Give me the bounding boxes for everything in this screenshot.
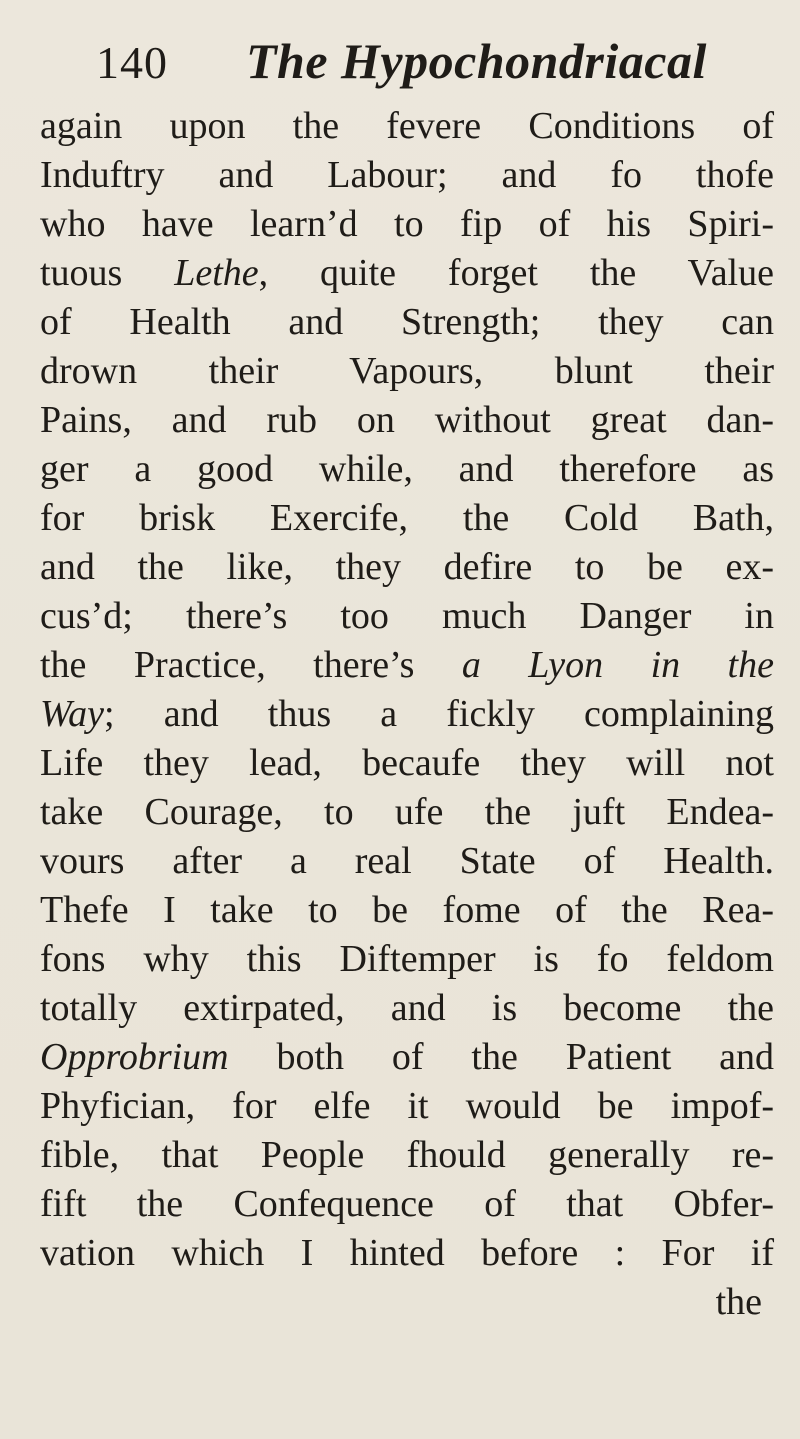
text-run: ger a good while, and therefore as [40,448,774,490]
text-run: who have learn’d to fip of his Spiri- [40,203,774,245]
text-line [40,445,774,494]
running-head [96,26,786,96]
catchword: the [715,1281,762,1323]
text-run: cus’d; there’s too much Danger in [40,595,774,637]
text-line [40,984,774,1033]
page-number: 140 [96,37,168,88]
running-head-title: The Hypochondriacal [246,33,707,89]
text-line [40,347,774,396]
text-run: both of the Patient and [228,1036,774,1078]
text-line [40,886,774,935]
body-text [40,102,774,1327]
text-run: fible, that People fhould generally re- [40,1134,774,1176]
text-run: vation which I hinted before : For if [40,1232,774,1274]
text-line [40,200,774,249]
text-run: totally extirpated, and is become the [40,987,774,1029]
text-line [40,1033,774,1082]
text-line [40,1180,774,1229]
text-line [40,788,774,837]
text-line [40,396,774,445]
text-line [40,1229,774,1278]
text-run: take Courage, to ufe the juft Endea- [40,791,774,833]
text-run: Phyfician, for elfe it would be impof- [40,1085,774,1127]
text-line [40,935,774,984]
text-line [40,739,774,788]
text-run: of Health and Strength; they can [40,301,774,343]
text-line [40,249,774,298]
text-line [40,1131,774,1180]
text-run: the Practice, there’s [40,644,462,686]
text-run: Induftry and Labour; and fo thofe [40,154,774,196]
text-run: again upon the fevere Conditions of [40,105,774,147]
text-line [40,298,774,347]
text-run: Life they lead, becaufe they will not [40,742,774,784]
text-line [40,1082,774,1131]
text-line [40,543,774,592]
text-run: vours after a real State of Health. [40,840,774,882]
text-run: fift the Confequence of that Obfer- [40,1183,774,1225]
text-run: tuous [40,252,175,294]
text-line [40,102,774,151]
text-run: for brisk Exercife, the Cold Bath, [40,497,774,539]
italic-text-run: a Lyon in the [461,644,774,686]
text-line [40,641,774,690]
text-line [40,494,774,543]
text-run: Pains, and rub on without great dan- [40,399,774,441]
text-run: , quite forget the Value [258,252,774,294]
text-line [40,690,774,739]
text-run: fons why this Diftemper is fo feldom [40,938,774,980]
text-run: ; and thus a fickly complaining [104,693,774,735]
text-run: Thefe I take to be fome of the Rea- [40,889,774,931]
italic-text-run: Opprobrium [40,1036,229,1078]
italic-text-run: Lethe [174,252,259,294]
italic-text-run: Way [40,693,105,735]
text-line [40,151,774,200]
text-run: drown their Vapours, blunt their [40,350,774,392]
text-run: and the like, they defire to be ex- [40,546,774,588]
text-line [40,837,774,886]
text-line [40,592,774,641]
